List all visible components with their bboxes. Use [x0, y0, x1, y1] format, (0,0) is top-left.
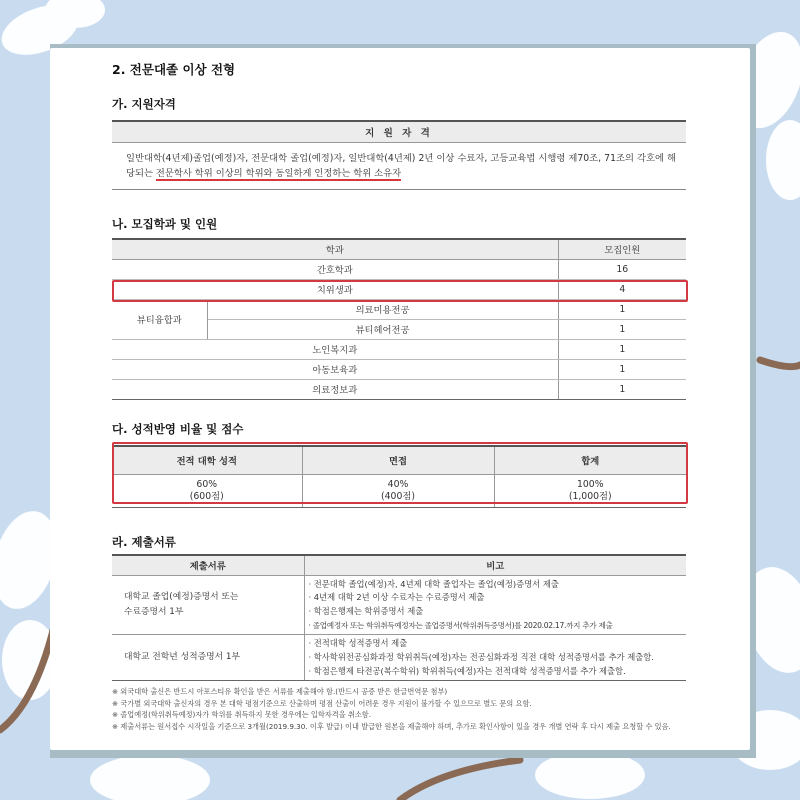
interview-points: (400점) [381, 490, 415, 502]
table-row [112, 635, 686, 681]
section-c-title: 다. 성적반영 비율 및 점수 [112, 422, 244, 436]
table-row [112, 379, 686, 399]
count-cell: 1 [558, 359, 686, 379]
table-row [112, 339, 686, 359]
dept-cell: 의료정보과 [112, 379, 558, 399]
footnote: ※ 졸업예정(학위취득예정)자가 학위를 취득하지 못한 경우에는 입학자격을 취소함. [112, 710, 372, 720]
section-a-title: 가. 지원자격 [112, 97, 176, 111]
dept-group-cell: 뷰티융합과 [112, 299, 207, 339]
count-cell: 1 [558, 319, 686, 339]
highlight-box-dental-hygiene [112, 280, 688, 302]
grade-header: 전적 대학 성적 [112, 446, 302, 474]
eligibility-table [112, 120, 686, 190]
note-line: · 학사학위전공심화과정 학위취득(예정)자는 전공심화과정 직전 대학 성적증명서를 추가 제출함. [308, 652, 654, 663]
note-line: · 학점은행제 타전공(복수학위) 학위취득(예정)자는 전적대학 성적증명서를 추가 제출함. [308, 665, 626, 676]
dept-cell: 아동보육과 [112, 359, 558, 379]
doc-line: 수료증명서 1부 [124, 606, 184, 617]
total-header: 합계 [494, 446, 686, 474]
doc-cell [112, 575, 304, 635]
table-row [112, 359, 686, 379]
highlight-box-grading [112, 442, 688, 504]
interview-header: 면접 [302, 446, 494, 474]
dept-cell: 의료미용전공 [207, 299, 558, 319]
eligibility-header: 지 원 자 격 [112, 121, 686, 142]
section-d-title: 라. 제출서류 [112, 535, 176, 549]
note-line: · 졸업예정자 또는 학위취득예정자는 졸업증명서(학위취득증명서)를 2020.02.17.까지 추가 제출 [308, 620, 613, 630]
note-column-header: 비고 [304, 555, 686, 575]
footnote: ※ 외국대학 출신은 반드시 아포스티유 확인을 받은 서류를 제출해야 함.(반드시 공증 받은 한글번역문 첨부) [112, 687, 448, 696]
note-line: · 4년제 대학 2년 이상 수료자는 수료증명서 제출 [308, 592, 485, 603]
grade-points: (600점) [189, 490, 224, 502]
document-card [50, 48, 750, 750]
note-line: · 전문대학 졸업(예정)자, 4년제 대학 졸업자는 졸업(예정)증명서 제출 [308, 578, 559, 589]
note-cell [304, 635, 686, 681]
interview-percent: 40% [387, 478, 409, 490]
count-cell: 1 [558, 379, 686, 399]
count-cell: 1 [558, 299, 686, 319]
eligibility-text: 일반대학(4년제)졸업(예정)자, 전문대학 졸업(예정)자, 일반대학(4년제) 2년 이상 수료자, 고등교육법 시행령 제70조, 71조의 각호에 해당되는 [126, 152, 676, 179]
total-percent: 100% [576, 478, 604, 490]
doc-cell: 대학교 전학년 성적증명서 1부 [112, 635, 304, 681]
count-cell: 4 [558, 279, 686, 299]
total-points: (1,000점) [568, 490, 612, 502]
doc-line: 대학교 졸업(예정)증명서 또는 [124, 591, 239, 602]
recruitment-table [112, 238, 686, 400]
table-row [112, 575, 686, 635]
section-b-title: 나. 모집학과 및 인원 [112, 217, 218, 231]
dept-cell: 치위생과 [112, 279, 558, 299]
note-line: · 전적대학 성적증명서 제출 [308, 638, 408, 649]
footnotes [112, 686, 692, 732]
count-cell: 16 [558, 259, 686, 279]
footnote: ※ 제출서류는 원서접수 시작일을 기준으로 3개월(2019.9.30. 이후 발급) 이내 발급한 원본을 제출해야 하며, 추가로 확인사항이 있을 경우 개별 연락 후 다시 제출 요청할 수 있음. [112, 721, 671, 731]
count-cell: 1 [558, 339, 686, 359]
dept-column-header: 학과 [112, 239, 558, 259]
eligibility-body [112, 142, 686, 189]
note-cell [304, 575, 686, 635]
table-row [112, 299, 686, 319]
count-column-header: 모집인원 [558, 239, 686, 259]
section-title: 2. 전문대졸 이상 전형 [112, 62, 236, 77]
documents-table [112, 554, 686, 681]
dept-cell: 간호학과 [112, 259, 558, 279]
eligibility-highlight-text: 전문학사 학위 이상의 학위와 동일하게 인정하는 학위 소유자 [155, 167, 402, 179]
dept-cell: 뷰티헤어전공 [207, 319, 558, 339]
dept-cell: 노인복지과 [112, 339, 558, 359]
table-row [112, 259, 686, 279]
footnote: ※ 국가별 외국대학 출신자의 경우 본 대학 평점기준으로 산출하며 평점 산출이 어려운 경우 지원이 불가할 수 있으므로 별도 문의 요함. [112, 698, 532, 708]
note-line: · 학점은행제는 학위증명서 제출 [308, 605, 424, 616]
doc-column-header: 제출서류 [112, 555, 304, 575]
grade-percent: 60% [196, 478, 218, 490]
